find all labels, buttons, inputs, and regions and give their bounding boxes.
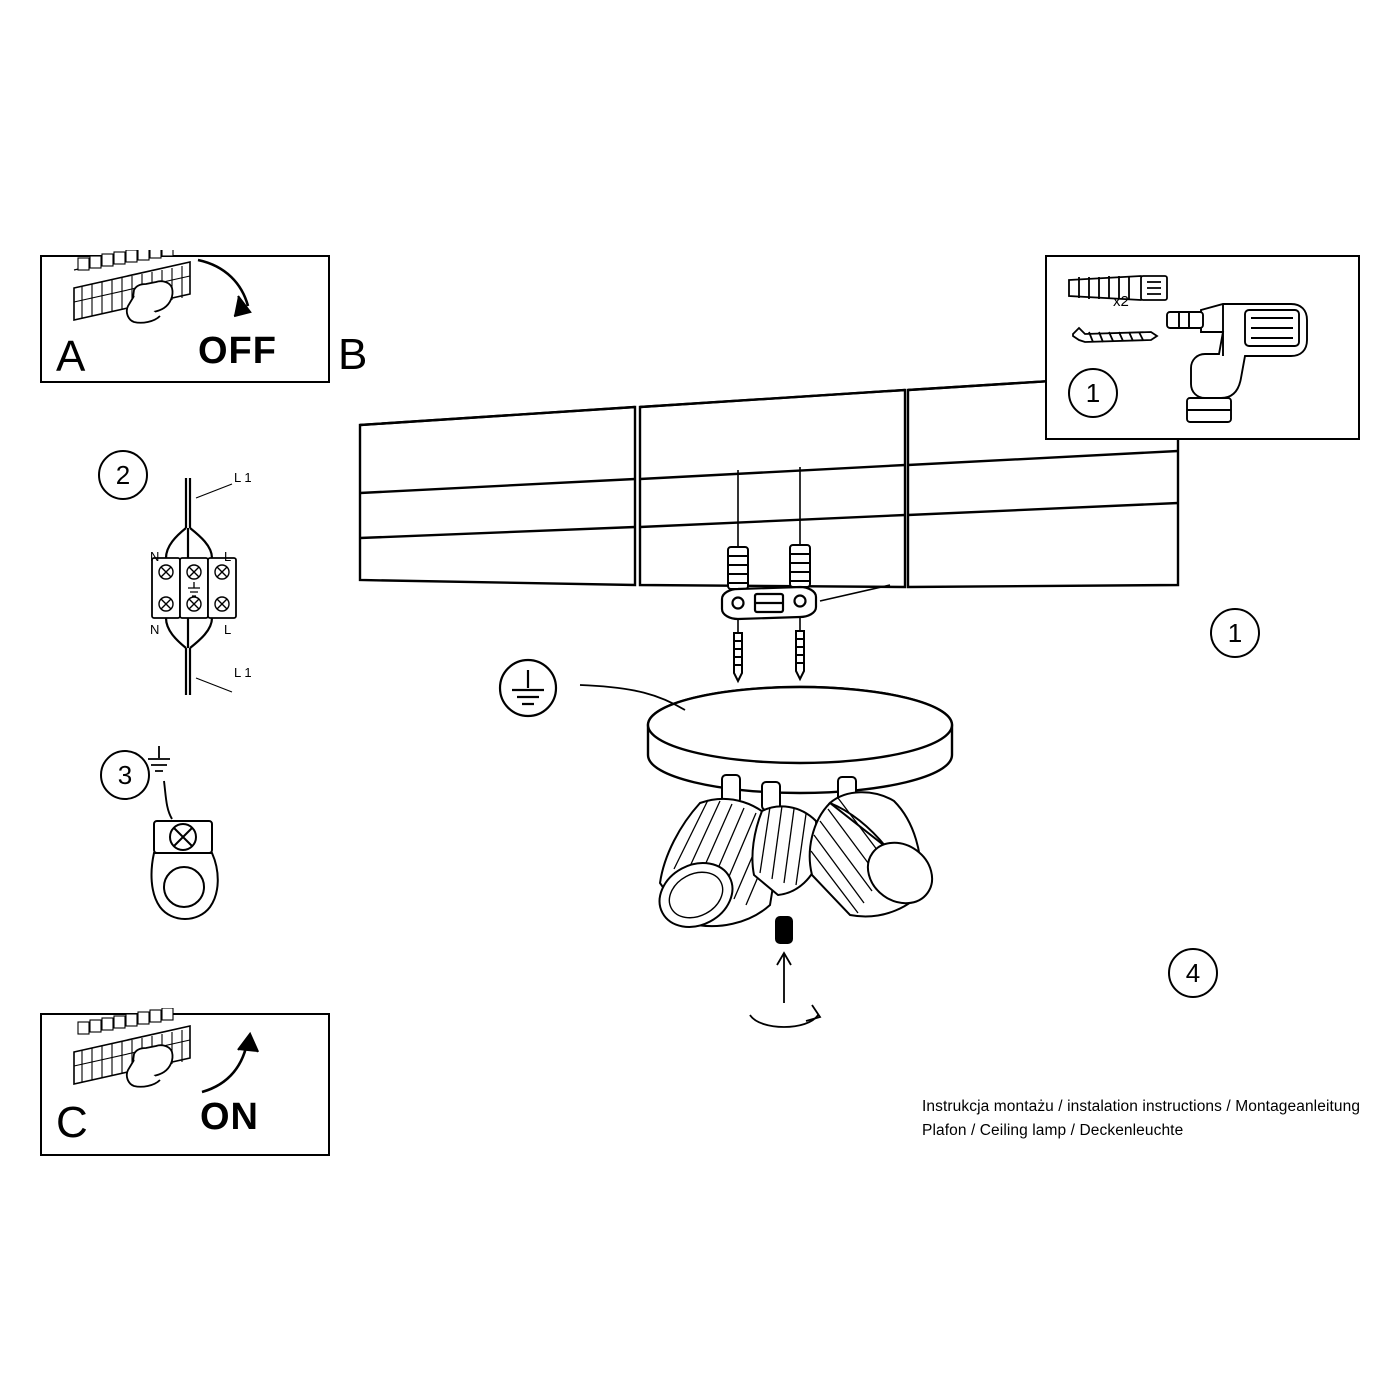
panel-c-letter: C [56,1098,89,1147]
wire-label-l1-bottom: L 1 [234,665,252,680]
panel-c-state-label: ON [200,1096,259,1138]
wire-label-l1-top: L 1 [234,470,252,485]
footer-line-2: Plafon / Ceiling lamp / Deckenleuchte [922,1122,1184,1139]
earth-symbol-large [488,648,568,728]
panel-a-state-label: OFF [198,330,277,372]
step-marker-1-bracket [1210,608,1260,658]
step-marker-1-tools [1068,368,1118,418]
earth-screw-terminal-illustration [140,775,270,935]
earth-symbol-small [142,742,176,776]
step-marker-4-adjust-label: 4 [1185,957,1201,988]
footer-line-1: Instrukcja montażu / instalation instructions / Montageanleitung [922,1098,1361,1115]
panel-a-letter: A [56,332,86,381]
panel-b-letter: B [338,330,368,379]
wire-label-n-top: N [150,549,160,564]
step-marker-3-label: 3 [117,759,133,790]
wire-label-l-top: L [224,549,232,564]
step-marker-1-bracket-label: 1 [1227,617,1243,648]
wire-label-n-bottom: N [150,622,160,637]
tools-quantity-label: x2 [1113,293,1129,310]
step-marker-2-label: 2 [115,459,131,490]
step-marker-4-adjust [1168,948,1218,998]
wire-label-l-bottom: L [224,622,232,637]
step-marker-1-tools-label: 1 [1085,377,1101,408]
